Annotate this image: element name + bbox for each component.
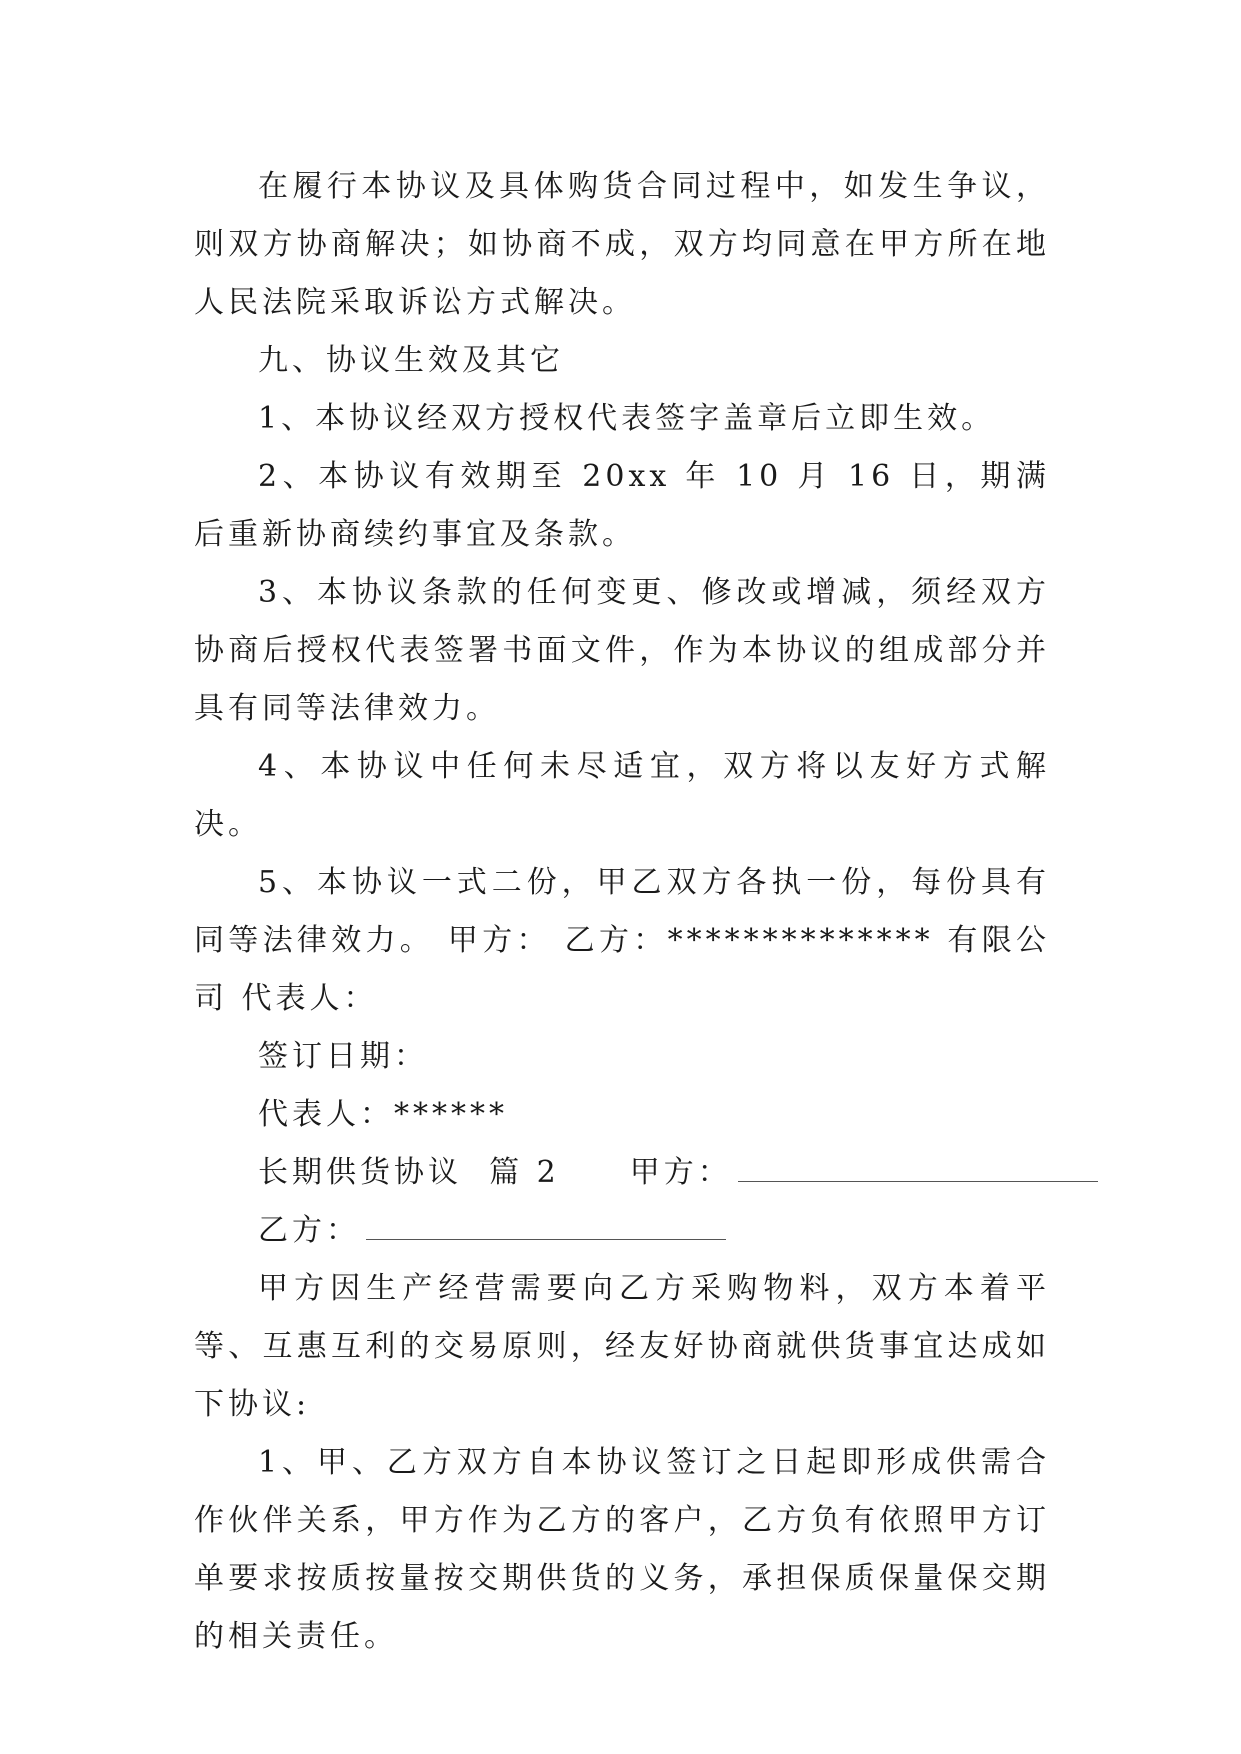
paragraph-dispute-resolution: 在履行本协议及具体购货合同过程中，如发生争议，则双方协商解决；如协商不成，双方均同意在甲方所在地人民法院采取诉讼方式解决。 (194, 169, 1050, 320)
party-b-blank (366, 1213, 726, 1240)
agreement-title: 长期供货协议 (258, 1155, 462, 1190)
representative: 代表人：****** (258, 1097, 508, 1132)
signing-date: 签订日期： (258, 1039, 428, 1074)
preamble: 甲方因生产经营需要向乙方采购物料，双方本着平等、互惠互利的交易原则，经友好协商就供货事宜达成如下协议: (194, 1271, 1050, 1422)
party-b-label: 乙方： (258, 1213, 360, 1248)
document-body (194, 158, 1050, 1666)
section-heading-nine: 九、协议生效及其它 (258, 343, 564, 378)
clause-1-effective: 1、本协议经双方授权代表签字盖章后立即生效。 (258, 401, 996, 436)
party-b-line (194, 1202, 1050, 1260)
clause-1-partnership: 1、甲、乙方双方自本协议签订之日起即形成供需合作伙伴关系，甲方作为乙方的客户，乙方负有依照甲方订单要求按质按量按交期供货的义务，承担保质保量保交期的相关责任。 (194, 1445, 1050, 1654)
agreement-title-line (194, 1144, 1050, 1202)
clause-5-copies: 5、本协议一式二份，甲乙双方各执一份，每份具有同等法律效力。 甲方： 乙方：************** 有限公司 代表人： (194, 865, 1050, 1016)
party-a-blank (738, 1155, 1098, 1182)
section-number: 篇 2 (489, 1155, 560, 1190)
clause-4-unresolved: 4、本协议中任何未尽适宜，双方将以友好方式解决。 (194, 749, 1050, 842)
clause-3-amendments: 3、本协议条款的任何变更、修改或增减，须经双方协商后授权代表签署书面文件，作为本协议的组成部分并具有同等法律效力。 (194, 575, 1050, 726)
party-a-label: 甲方： (629, 1155, 732, 1190)
clause-2-validity: 2、本协议有效期至 20xx 年 10 月 16 日，期满后重新协商续约事宜及条款。 (194, 459, 1050, 552)
